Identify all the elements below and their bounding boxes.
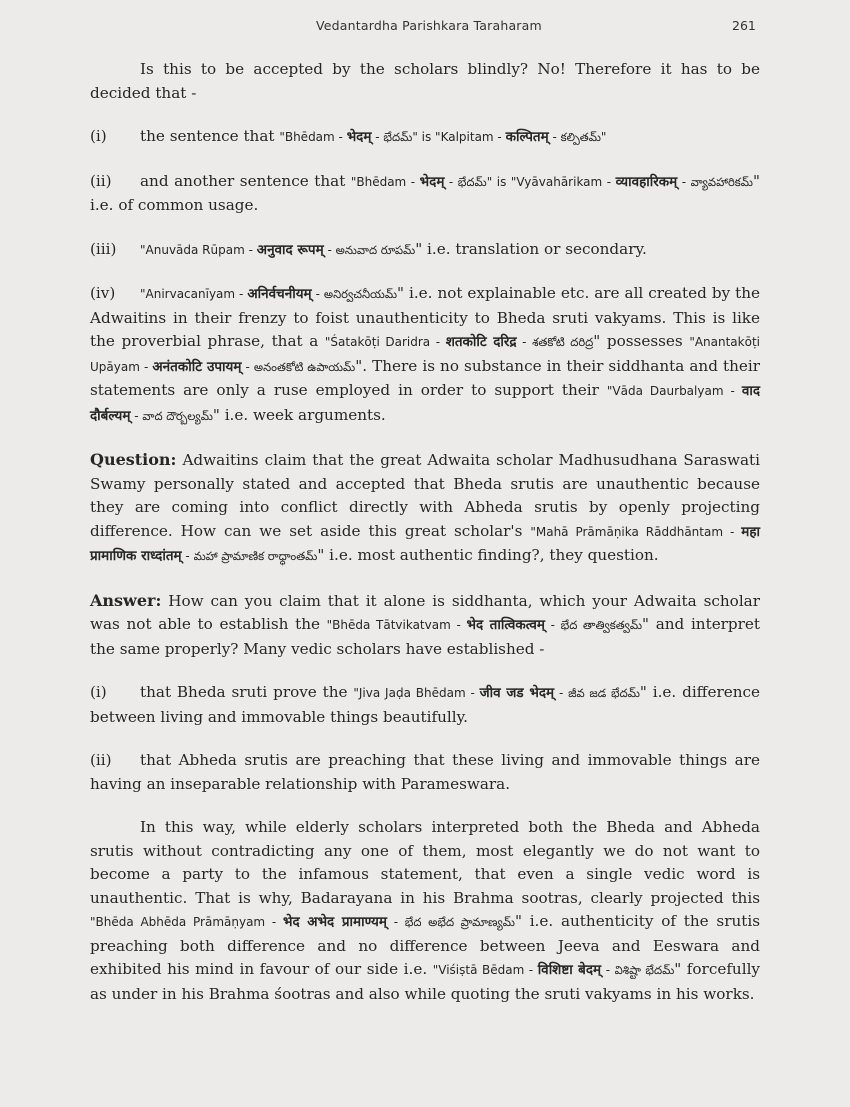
devanagari-term: जीव जड भेदम् <box>479 685 555 701</box>
separator: - <box>386 915 405 929</box>
telugu-term: భేద అభేద ప్రామాణ్యమ్ <box>404 915 515 929</box>
item-prose: " i.e. not explainable etc. are all created by the Adwaitins in their frenzy to foist unauthenticity to Bheda sruti vakyams. This is like the proverbial phrase, that a <box>90 284 760 350</box>
transliteration: "Viśiṣtā Bēdam - <box>432 963 538 977</box>
devanagari-term: अनंतकोटि उपायम् <box>152 358 242 375</box>
item-number: (i) <box>90 127 107 145</box>
separator: - <box>677 174 691 189</box>
page-number: 261 <box>732 18 756 33</box>
answer-paragraph <box>90 589 760 662</box>
telugu-term: విశిష్టా భేదమ్ <box>614 963 675 977</box>
paragraph-prose: " i.e. most authentic finding?, they question. <box>317 546 659 564</box>
paragraph-prose: " i.e. authenticity of the srutis preaching both difference and no difference between Jeeva and Eeswara and exhibited his mind in favour of our side i.e. <box>90 912 760 978</box>
separator: - <box>181 549 194 563</box>
telugu-term: అనిర్వచనీయమ్ <box>323 287 398 301</box>
transliteration: " is "Vyāvahārikam - <box>486 174 616 189</box>
transliteration: "Śatakōṭi Daridra - <box>324 335 446 349</box>
devanagari-term: भेदम् <box>419 173 445 190</box>
item-prose: " possesses <box>593 332 690 350</box>
item-prose: " i.e. translation or secondary. <box>415 239 647 258</box>
separator: - <box>241 359 254 374</box>
transliteration: "Anantakōṭi Upāyam - <box>90 335 760 374</box>
transliteration: "Bhēdam - <box>350 174 420 189</box>
devanagari-term: वाद दौर्बल्यम् <box>90 383 760 424</box>
item-number: (ii) <box>90 751 112 769</box>
separator: - <box>544 618 561 632</box>
list-item <box>90 170 760 218</box>
telugu-term: శతకోటి దరిద్ర <box>532 335 594 349</box>
page-body <box>90 58 760 1026</box>
telugu-term: అనువాద రూపమ్ <box>335 242 416 257</box>
telugu-term: అనంతకోటి ఉపాయమ్ <box>253 359 356 374</box>
paragraph-prose: How can you claim that it alone is siddhanta, which your Adwaita scholar was not able to establish the <box>90 591 760 633</box>
separator: - <box>371 130 384 144</box>
paragraph-prose: " and interpret the same properly? Many vedic scholars have established - <box>90 615 761 658</box>
devanagari-term: अनिर्वचनीयम् <box>247 286 312 302</box>
item-number: (iii) <box>90 239 117 258</box>
item-prose: that Abheda srutis are preaching that these living and immovable things are having an inseparable relationship with Parameswara. <box>90 751 760 793</box>
paragraph-prose: Adwaitins claim that the great Adwaita scholar Madhusudhana Saraswati Swamy personally stated and accepted that Bheda srutis are unauthentic because they are coming into conflict directly with Abheda srutis by openly projecting difference. How can we set aside this great scholar's <box>90 451 760 540</box>
devanagari-term: भेद तात्विकत्वम् <box>466 617 545 633</box>
item-prose: and another sentence that <box>140 171 351 190</box>
transliteration: " is "Kalpitam - <box>412 130 506 144</box>
telugu-term: భేద తాత్వికత్వమ్ <box>560 618 643 632</box>
telugu-term: వాద దౌర్బల్యమ్ <box>142 408 213 423</box>
quote-mark: " <box>600 130 607 144</box>
devanagari-term: अनुवाद रूपम् <box>256 241 324 258</box>
transliteration: "Bhēda Abhēda Prāmāṇyam - <box>90 915 283 929</box>
intro-paragraph: Is this to be accepted by the scholars blindly? No! Therefore it has to be decided that - <box>90 60 760 102</box>
transliteration: "Jiva Jaḍa Bhēdam - <box>353 686 480 700</box>
list-item <box>90 282 760 428</box>
item-number: (ii) <box>90 171 112 190</box>
devanagari-term: भेद अभेद प्रामाण्यम् <box>282 914 387 930</box>
devanagari-term: कल्पितम् <box>505 129 549 145</box>
item-prose: ". There is no substance in their siddhanta and their statements are only a ruse employed in order to support their <box>90 356 760 399</box>
item-text <box>140 238 760 263</box>
telugu-term: భేదమ్ <box>457 174 487 189</box>
paragraph-prose: In this way, while elderly scholars interpreted both the Bheda and Abheda srutis without contradicting any one of them, most elegantly we do not want to become a party to the infamous statement, that even a single vedic word is unauthentic. That is why, Badarayana in his Brahma sootras, clearly projected this <box>90 818 760 907</box>
transliteration: "Bhēda Tātvikatvam - <box>326 618 467 632</box>
separator: - <box>554 686 569 700</box>
transliteration: "Anirvacanīyam - <box>140 287 248 301</box>
telugu-term: భేదమ్ <box>383 130 413 144</box>
item-number: (i) <box>90 683 107 701</box>
transliteration: "Vāda Daurbalyam - <box>606 384 742 398</box>
transliteration: "Mahā Prāmāṇika Rāddhāntam - <box>530 524 742 539</box>
question-paragraph <box>90 448 760 569</box>
devanagari-term: व्यावहारिकम् <box>615 173 678 190</box>
item-prose: " i.e. of common usage. <box>90 171 760 214</box>
telugu-term: కల్పితమ్ <box>560 130 601 144</box>
paragraph-prose: " forcefully as under in his Brahma śootras and also while quoting the sruti vakyams in his works. <box>90 960 761 1003</box>
separator: - <box>444 174 458 189</box>
separator: - <box>130 408 143 423</box>
running-header <box>0 18 850 38</box>
devanagari-term: शतकोटि दरिद्र <box>445 334 517 350</box>
item-number: (iv) <box>90 284 116 302</box>
list-item <box>90 238 760 263</box>
closing-paragraph <box>90 816 760 1006</box>
devanagari-term: भेदम् <box>346 129 372 145</box>
book-title: Vedantardha Parishkara Taraharam <box>316 18 542 33</box>
separator: - <box>323 242 336 257</box>
telugu-term: వ్యావహారికమ్ <box>690 174 753 189</box>
devanagari-term: महा प्रामाणिक राध्दांतम् <box>90 523 760 564</box>
transliteration: "Anuvāda Rūpam - <box>140 242 257 257</box>
separator: - <box>311 287 324 301</box>
telugu-term: మహా ప్రామాణిక రాధ్ధాంతమ్ <box>193 549 318 563</box>
item-text <box>140 125 760 150</box>
item-prose: " i.e. week arguments. <box>212 405 386 424</box>
devanagari-term: विशिष्टा बेदम् <box>537 962 602 978</box>
list-item <box>90 681 760 729</box>
answer-label: Answer: <box>90 590 162 610</box>
separator: - <box>548 130 561 144</box>
list-item <box>90 749 760 796</box>
item-prose: that Bheda sruti prove the <box>140 683 354 701</box>
separator: - <box>516 335 533 349</box>
telugu-term: జీవ జడ భేదమ్ <box>568 686 640 700</box>
item-prose: the sentence that <box>140 127 280 145</box>
question-label: Question: <box>90 450 177 469</box>
transliteration: "Bhēdam - <box>279 130 347 144</box>
item-prose: " i.e. difference between living and immovable things beautifully. <box>90 683 760 726</box>
separator: - <box>601 963 615 977</box>
list-item <box>90 125 760 150</box>
